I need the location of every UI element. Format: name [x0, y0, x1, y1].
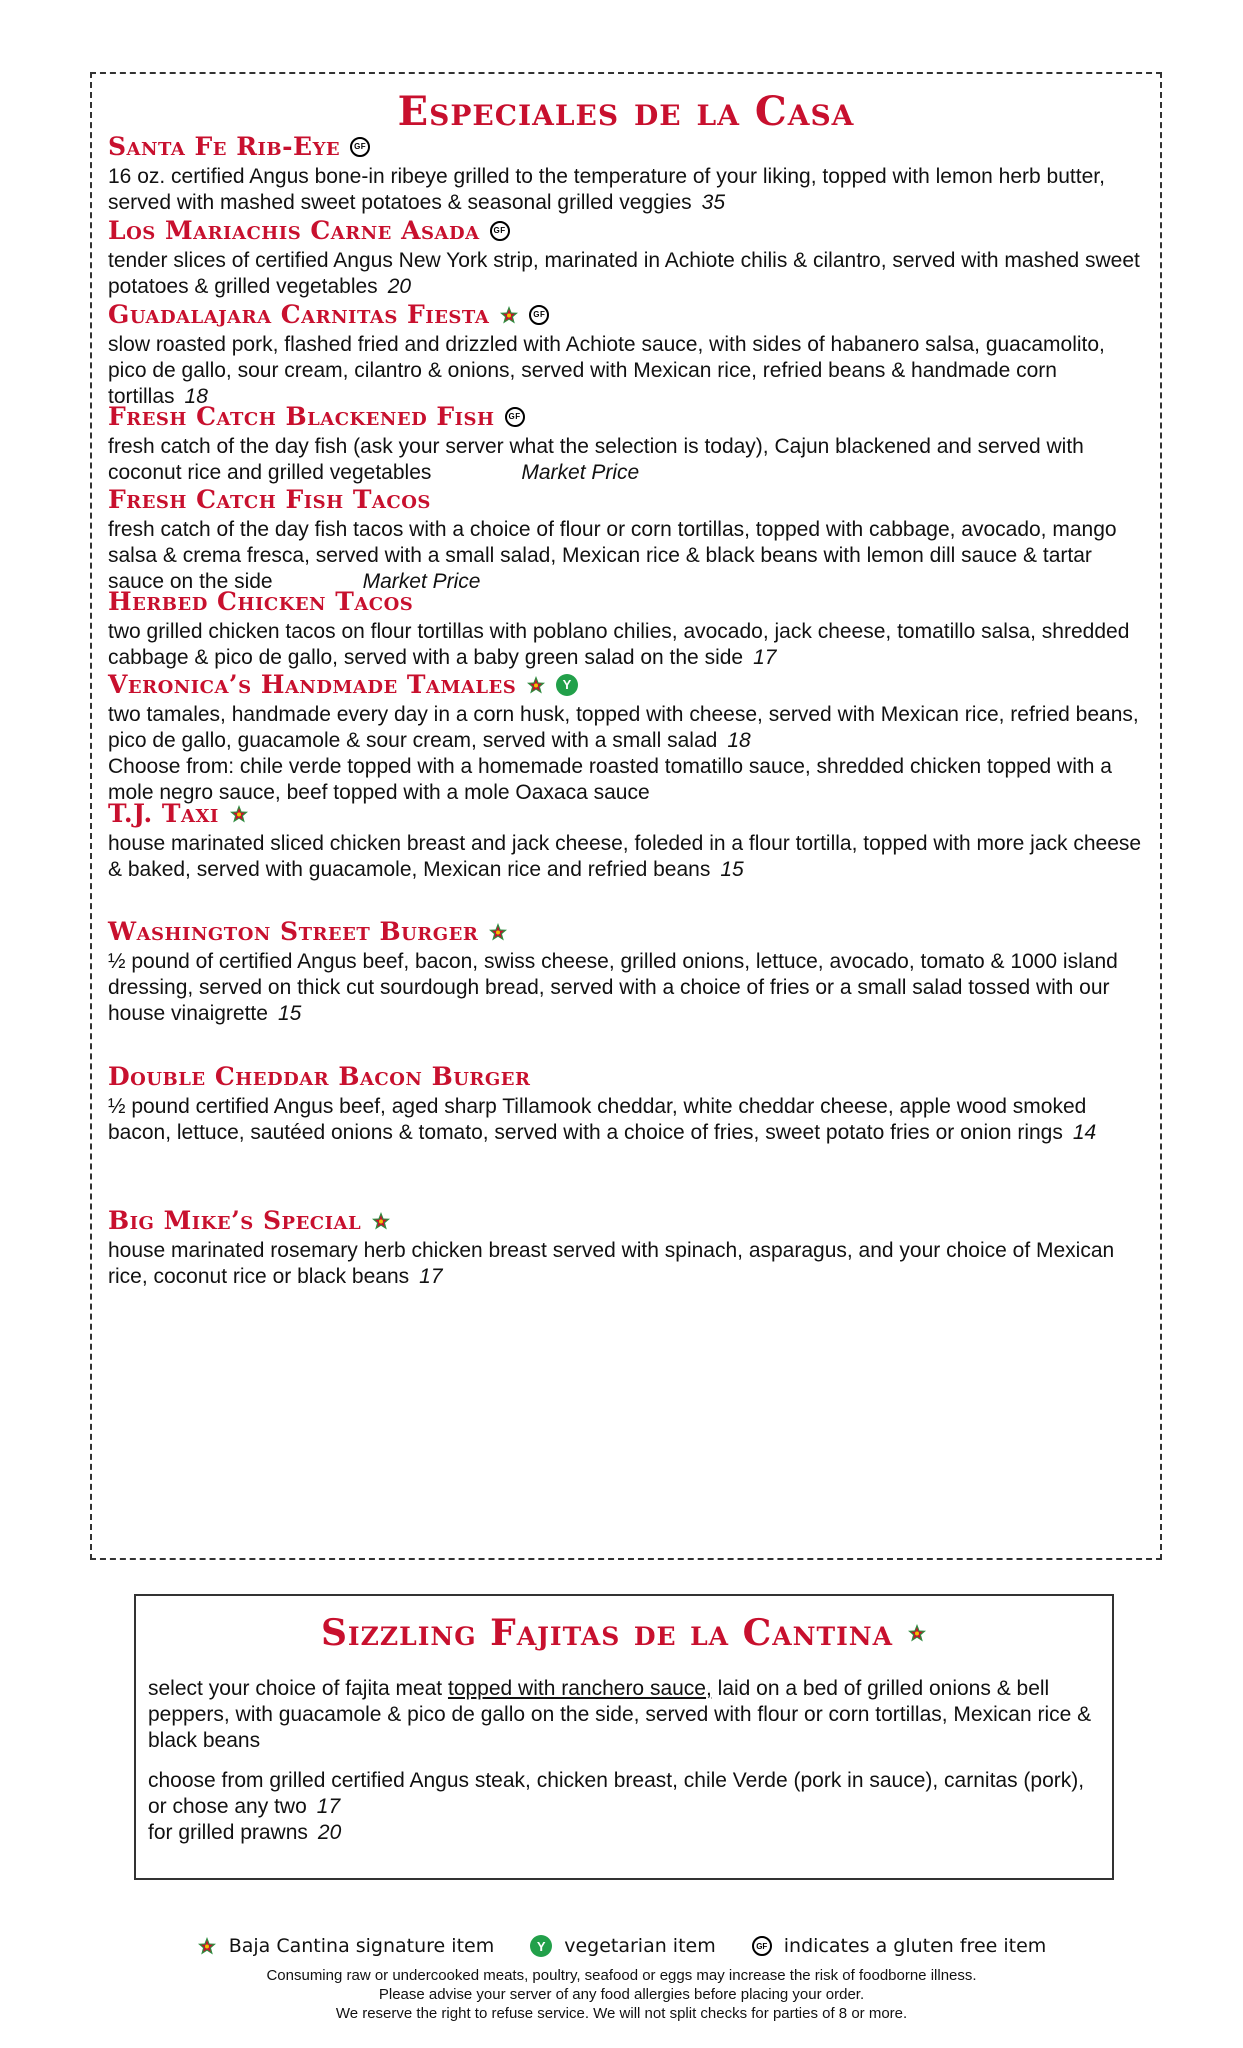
fajitas-title: Sizzling Fajitas de la Cantina — [320, 1612, 894, 1654]
item-price: 17 — [419, 1265, 443, 1288]
item-description: tender slices of certified Angus New York strip, marinated in Achiote chilis & cilantro, served with mashed sweet potatoes & grilled vegetables — [108, 249, 1140, 298]
signature-star-icon — [371, 1211, 391, 1231]
signature-star-icon — [229, 804, 249, 824]
menu-item — [108, 485, 1148, 595]
menu-item — [108, 1062, 1148, 1146]
item-description: ½ pound certified Angus beef, aged sharp Tillamook cheddar, white cheddar cheese, apple wood smoked bacon, lettuce, sautéed onions & tomato, served with a choice of fries, sweet potato fries or onion rings — [108, 1095, 1087, 1144]
item-description: house marinated sliced chicken breast and jack cheese, foleded in a flour tortilla, topped with more jack cheese & baked, served with guacamole, Mexican rice and refried beans — [108, 832, 1142, 881]
menu-item — [108, 587, 1148, 671]
item-description: slow roasted pork, flashed fried and drizzled with Achiote sauce, with sides of habanero salsa, guacamolito, pico de gallo, sour cream, cilantro & onions, served with Mexican rice, refried beans & handmade corn tortillas — [108, 333, 1105, 408]
menu-item — [108, 670, 1148, 806]
footer-line: We reserve the right to refuse service. We will not split checks for parties of 8 or more. — [335, 2005, 908, 2022]
fajitas-price: 17 — [316, 1795, 341, 1818]
item-price: 35 — [701, 191, 726, 214]
item-name: Fresh Catch Blackened Fish — [108, 402, 495, 431]
menu-item — [108, 799, 1148, 883]
ranchero-note: topped with ranchero sauce, — [447, 1677, 712, 1700]
legend-vegetarian: vegetarian item — [564, 1935, 716, 1957]
item-name: Santa Fe Rib-Eye — [108, 132, 341, 161]
signature-star-icon — [526, 675, 546, 695]
item-description: fresh catch of the day fish tacos with a choice of flour or corn tortillas, topped with cabbage, avocado, mango salsa & crema fresca, served with a small salad, Mexican rice & black beans with lemon dill sauce & tartar sauce on the side — [108, 518, 1117, 593]
footer-line: Consuming raw or undercooked meats, poultry, seafood or eggs may increase the risk of foodborne illness. — [266, 1967, 977, 1984]
gluten-free-icon: GF — [752, 1936, 772, 1956]
item-description: ½ pound of certified Angus beef, bacon, swiss cheese, grilled onions, lettuce, avocado, tomato & 1000 island dressing, served on thick cut sourdough bread, served with a choice of fries or a small salad tossed with our house vinaigrette — [108, 950, 1118, 1025]
item-name: T.J. Taxi — [108, 799, 219, 828]
signature-star-icon — [197, 1936, 217, 1956]
gluten-free-icon: GF — [505, 407, 525, 427]
specials-title: Especiales de la Casa — [397, 88, 855, 135]
item-name: Fresh Catch Fish Tacos — [108, 485, 431, 514]
menu-item — [108, 300, 1148, 410]
item-price: 20 — [387, 275, 412, 298]
vegetarian-icon: Y — [530, 1935, 552, 1957]
item-name: Herbed Chicken Tacos — [108, 587, 414, 616]
item-name: Veronica’s Handmade Tamales — [108, 670, 517, 699]
fajitas-description: select your choice of fajita meat topped with ranchero sauce, laid on a bed of grilled onions & bell peppers, with guacamole & pico de gallo on the side, served with flour or corn tortillas, Mexican rice & black beans — [148, 1677, 1092, 1752]
footer-disclaimer — [0, 1966, 1243, 2023]
gluten-free-icon: GF — [529, 305, 549, 325]
item-name: Los Mariachis Carne Asada — [108, 216, 480, 245]
item-market-price: Market Price — [521, 461, 640, 484]
menu-item — [108, 216, 1148, 300]
item-price: 15 — [720, 858, 744, 881]
item-price: 18 — [184, 385, 208, 408]
item-name: Guadalajara Carnitas Fiesta — [108, 300, 490, 329]
item-price: 14 — [1072, 1121, 1097, 1144]
legend-signature: Baja Cantina signature item — [228, 1935, 495, 1957]
item-name: Washington Street Burger — [108, 917, 479, 946]
item-options: Choose from: chile verde topped with a homemade roasted tomatillo sauce, shredded chicken topped with a mole negro sauce, beef topped with a mole Oaxaca sauce — [108, 755, 1112, 804]
menu-item — [108, 1206, 1148, 1290]
specials-section — [90, 72, 1162, 1560]
item-price: 15 — [277, 1002, 302, 1025]
item-name: Big Mike’s Special — [108, 1206, 362, 1235]
item-description: house marinated rosemary herb chicken breast served with spinach, asparagus, and your choice of Mexican rice, coconut rice or black beans — [108, 1239, 1115, 1288]
item-description: fresh catch of the day fish (ask your server what the selection is today), Cajun blackened and served with coconut rice and grilled vegetables — [108, 435, 1084, 484]
menu-item — [108, 917, 1148, 1027]
legend-gluten-free: indicates a gluten free item — [783, 1935, 1047, 1957]
signature-star-icon — [488, 922, 508, 942]
icon-legend — [0, 1935, 1243, 1957]
item-price: 18 — [727, 729, 751, 752]
menu-item — [108, 402, 1148, 486]
item-market-price: Market Price — [362, 570, 481, 593]
signature-star-icon — [499, 305, 519, 325]
item-description: two grilled chicken tacos on flour tortillas with poblano chilies, avocado, jack cheese, tomatillo salsa, shredded cabbage & pico de gallo, served with a baby green salad on the side — [108, 620, 1130, 669]
item-description: two tamales, handmade every day in a corn husk, topped with cheese, served with Mexican rice, refried beans, pico de gallo, guacamole & sour cream, served with a small salad — [108, 703, 1139, 752]
item-description: 16 oz. certified Angus bone-in ribeye grilled to the temperature of your liking, topped with lemon herb butter, served with mashed sweet potatoes & seasonal grilled veggies — [108, 165, 1105, 214]
gluten-free-icon: GF — [490, 221, 510, 241]
signature-star-icon — [907, 1623, 927, 1643]
vegetarian-icon: Y — [556, 674, 578, 696]
item-price: 17 — [753, 646, 777, 669]
item-name: Double Cheddar Bacon Burger — [108, 1062, 531, 1091]
fajitas-section — [134, 1594, 1114, 1880]
prawns-price: 20 — [317, 1821, 342, 1844]
menu-item — [108, 132, 1148, 216]
footer-line: Please advise your server of any food allergies before placing your order. — [378, 1986, 865, 2003]
gluten-free-icon: GF — [350, 137, 370, 157]
fajitas-choices: choose from grilled certified Angus steak, chicken breast, chile Verde (pork in sauce), carnitas (pork), or chose any two 17 for grilled prawns 20 — [148, 1769, 1085, 1844]
